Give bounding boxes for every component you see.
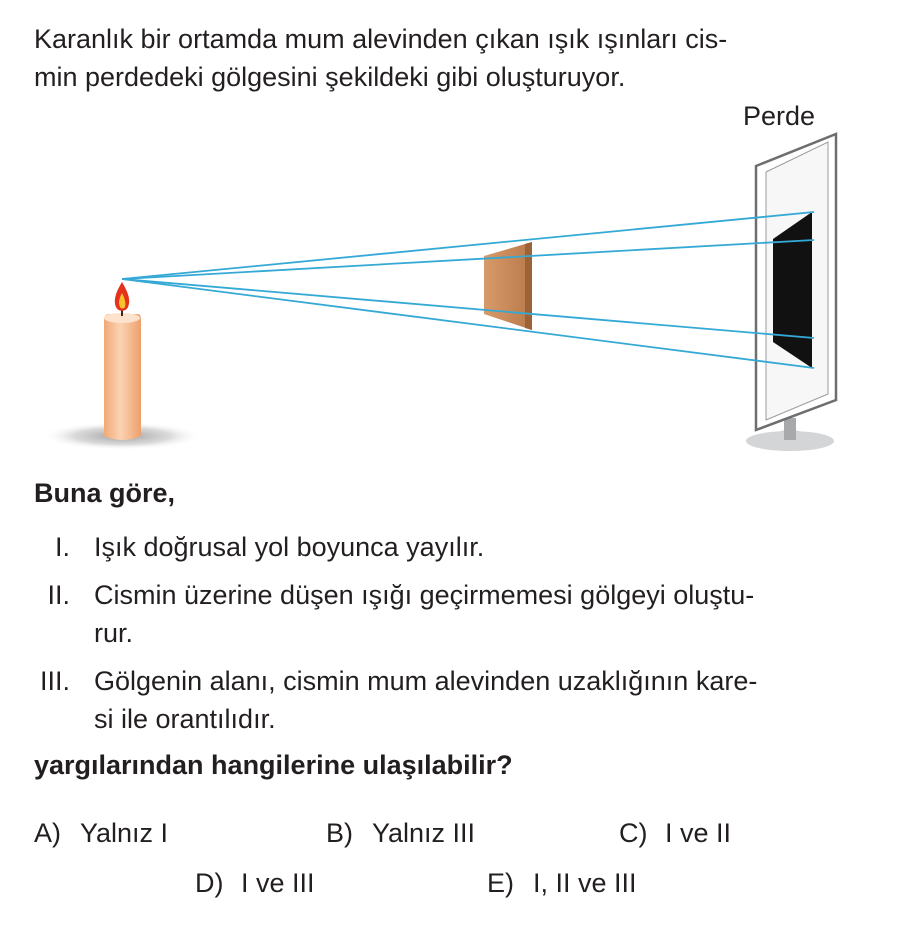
option-a[interactable] bbox=[34, 818, 168, 849]
option-a-letter: A) bbox=[34, 818, 61, 848]
intro-line-2: min perdedeki gölgesini şekildeki gibi oluşturuyor. bbox=[34, 62, 626, 92]
option-e[interactable] bbox=[487, 868, 637, 899]
option-b[interactable] bbox=[326, 818, 475, 849]
option-b-text: Yalnız III bbox=[372, 818, 476, 848]
screen-label: Perde bbox=[743, 101, 816, 131]
light-rays bbox=[122, 212, 814, 368]
option-a-text: Yalnız I bbox=[80, 818, 169, 848]
flame-icon bbox=[115, 282, 129, 311]
candle bbox=[104, 306, 141, 440]
question-prompt: yargılarından hangilerine ulaşılabilir? bbox=[34, 750, 513, 780]
option-d-letter: D) bbox=[195, 868, 224, 898]
statement-3-number: III. bbox=[39, 666, 70, 696]
opaque-object bbox=[484, 242, 532, 330]
option-e-letter: E) bbox=[487, 868, 514, 898]
statement-1-number: I. bbox=[54, 532, 70, 562]
statement-2-text bbox=[94, 576, 754, 652]
intro-line-1: Karanlık bir ortamda mum alevinden çıkan ışık ışınları cis- bbox=[34, 24, 728, 54]
option-d[interactable] bbox=[195, 868, 315, 899]
statements-heading: Buna göre, bbox=[34, 478, 176, 508]
statement-2-line-1: Cismin üzerine düşen ışığı geçirmemesi gölgeyi oluştu- bbox=[94, 580, 755, 610]
statement-3-text bbox=[94, 662, 757, 738]
statement-2-line-2: rur. bbox=[94, 618, 134, 648]
option-c[interactable] bbox=[619, 818, 731, 849]
screen bbox=[746, 134, 836, 451]
option-c-text: I ve II bbox=[665, 818, 732, 848]
statement-2-number: II. bbox=[47, 580, 70, 610]
option-d-text: I ve III bbox=[241, 868, 315, 898]
statement-3-line-2: si ile orantılıdır. bbox=[94, 704, 276, 734]
statement-1-line-1: Işık doğrusal yol boyunca yayılır. bbox=[94, 532, 485, 562]
object-shadow bbox=[773, 212, 812, 368]
option-b-letter: B) bbox=[326, 818, 353, 848]
option-e-text: I, II ve III bbox=[533, 868, 637, 898]
statement-1-text bbox=[94, 528, 484, 566]
option-c-letter: C) bbox=[619, 818, 648, 848]
statement-3-line-1: Gölgenin alanı, cismin mum alevinden uzaklığının kare- bbox=[94, 666, 758, 696]
